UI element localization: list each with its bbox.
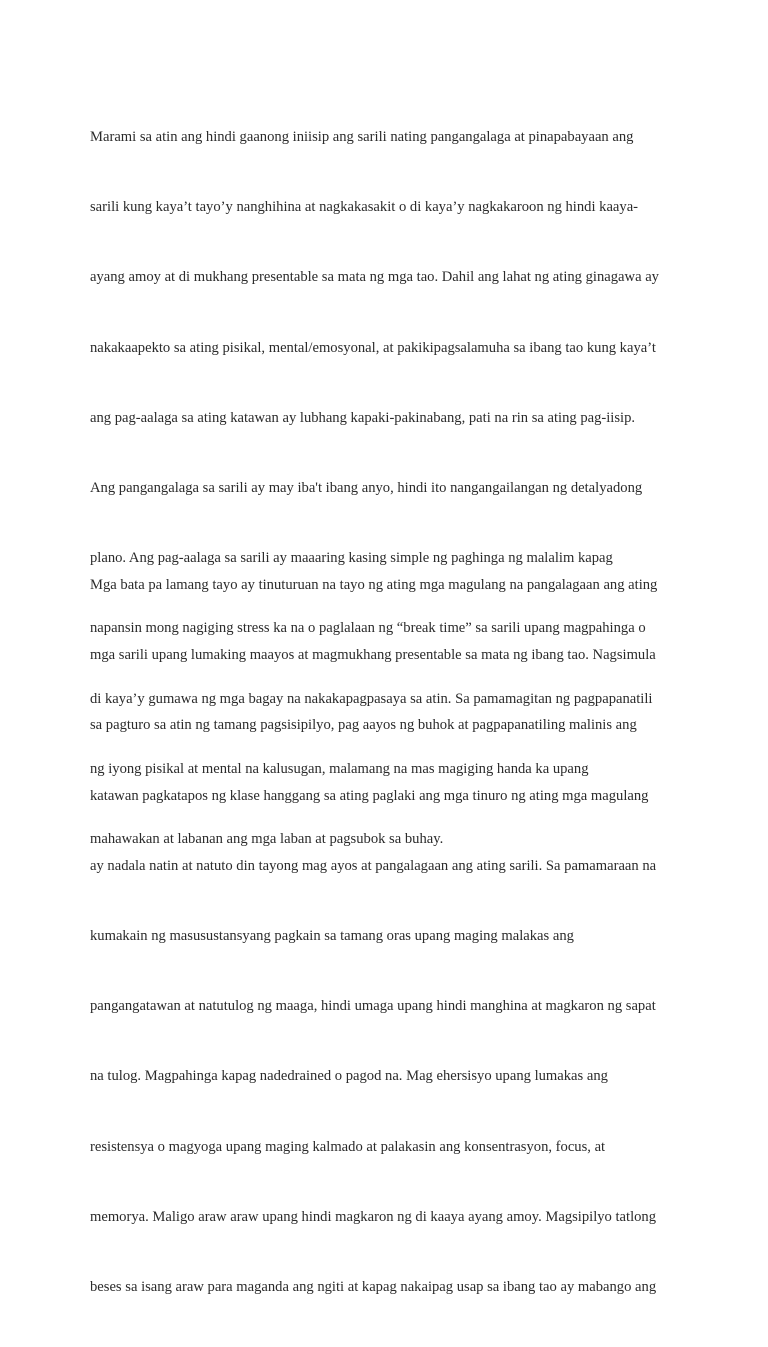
text-line: beses sa isang araw para maganda ang ngiti at kapag nakaipag usap sa ibang tao ay mabango ang [90,1278,657,1295]
text-line: Mga bata pa lamang tayo ay tinuturuan na tayo ng ating mga magulang na pangalagaan ang ating [90,577,658,593]
paragraph-2 [90,541,690,1347]
text-line: sa pagturo sa atin ng tamang pagsisipilyo, pag aayos ng buhok at pagpapanatiling malinis ang [90,717,637,734]
text-line: ay nadala natin at natuto din tayong mag ayos at pangalagaan ang ating sarili. Sa pamamaraan na [90,857,657,874]
text-line: memorya. Maligo araw araw upang hindi magkaron ng di kaaya ayang amoy. Magsipilyo tatlong [90,1208,657,1225]
text-line: katawan pagkatapos ng klase hanggang sa ating paglaki ang mga tinuro ng ating mga magulang [90,787,649,804]
text-line: nakakaapekto sa ating pisikal, mental/emosyonal, at pakikipagsalamuha sa ibang tao kung kaya’t [90,339,656,356]
text-line: di kaya’y gumawa ng mga bagay na nakakapagpasaya sa atin. Sa pamamagitan ng pagpapanatili [90,690,653,707]
text-line: plano. Ang pag-aalaga sa sarili ay maaaring kasing simple ng paghinga ng malalim kapag [90,550,613,567]
text-line: kumakain ng masusustansyang pagkain sa tamang oras upang maging malakas ang [90,927,574,944]
text-line: ayang amoy at di mukhang presentable sa mata ng mga tao. Dahil ang lahat ng ating ginagawa ay [90,269,659,286]
text-line: sarili kung kaya’t tayo’y nanghihina at nagkakasakit o di kaya’y nagkakaroon ng hindi kaaya- [90,199,639,216]
text-line: pangangatawan at natutulog ng maaga, hindi umaga upang hindi manghina at magkaron ng sapat [90,998,656,1015]
text-line: mahawakan at labanan ang mga laban at pagsubok sa buhay. [90,830,444,847]
text-line: resistensya o magyoga upang maging kalmado at palakasin ang konsentrasyon, focus, at [90,1138,606,1155]
text-line: ng iyong pisikal at mental na kalusugan, malamang na mas magiging handa ka upang [90,760,589,777]
text-line: Ang pangangalaga sa sarili ay may iba't ibang anyo, hindi ito nangangailangan ng detalyadong [90,479,643,496]
text-line: mga sarili upang lumaking maayos at magmukhang presentable sa mata ng ibang tao. Nagsimula [90,647,656,664]
text-line: ang pag-aalaga sa ating katawan ay lubhang kapaki-pakinabang, pati na rin sa ating pag-iisip. [90,409,636,426]
text-line: na tulog. Magpahinga kapag nadedrained o pagod na. Mag ehersisyo upang lumakas ang [90,1068,608,1085]
text-line: napansin mong nagiging stress ka na o paglalaan ng “break time” sa sarili upang magpahinga o [90,620,646,637]
text-line: Marami sa atin ang hindi gaanong iniisip ang sarili nating pangangalaga at pinapabayaan ang [90,129,634,145]
